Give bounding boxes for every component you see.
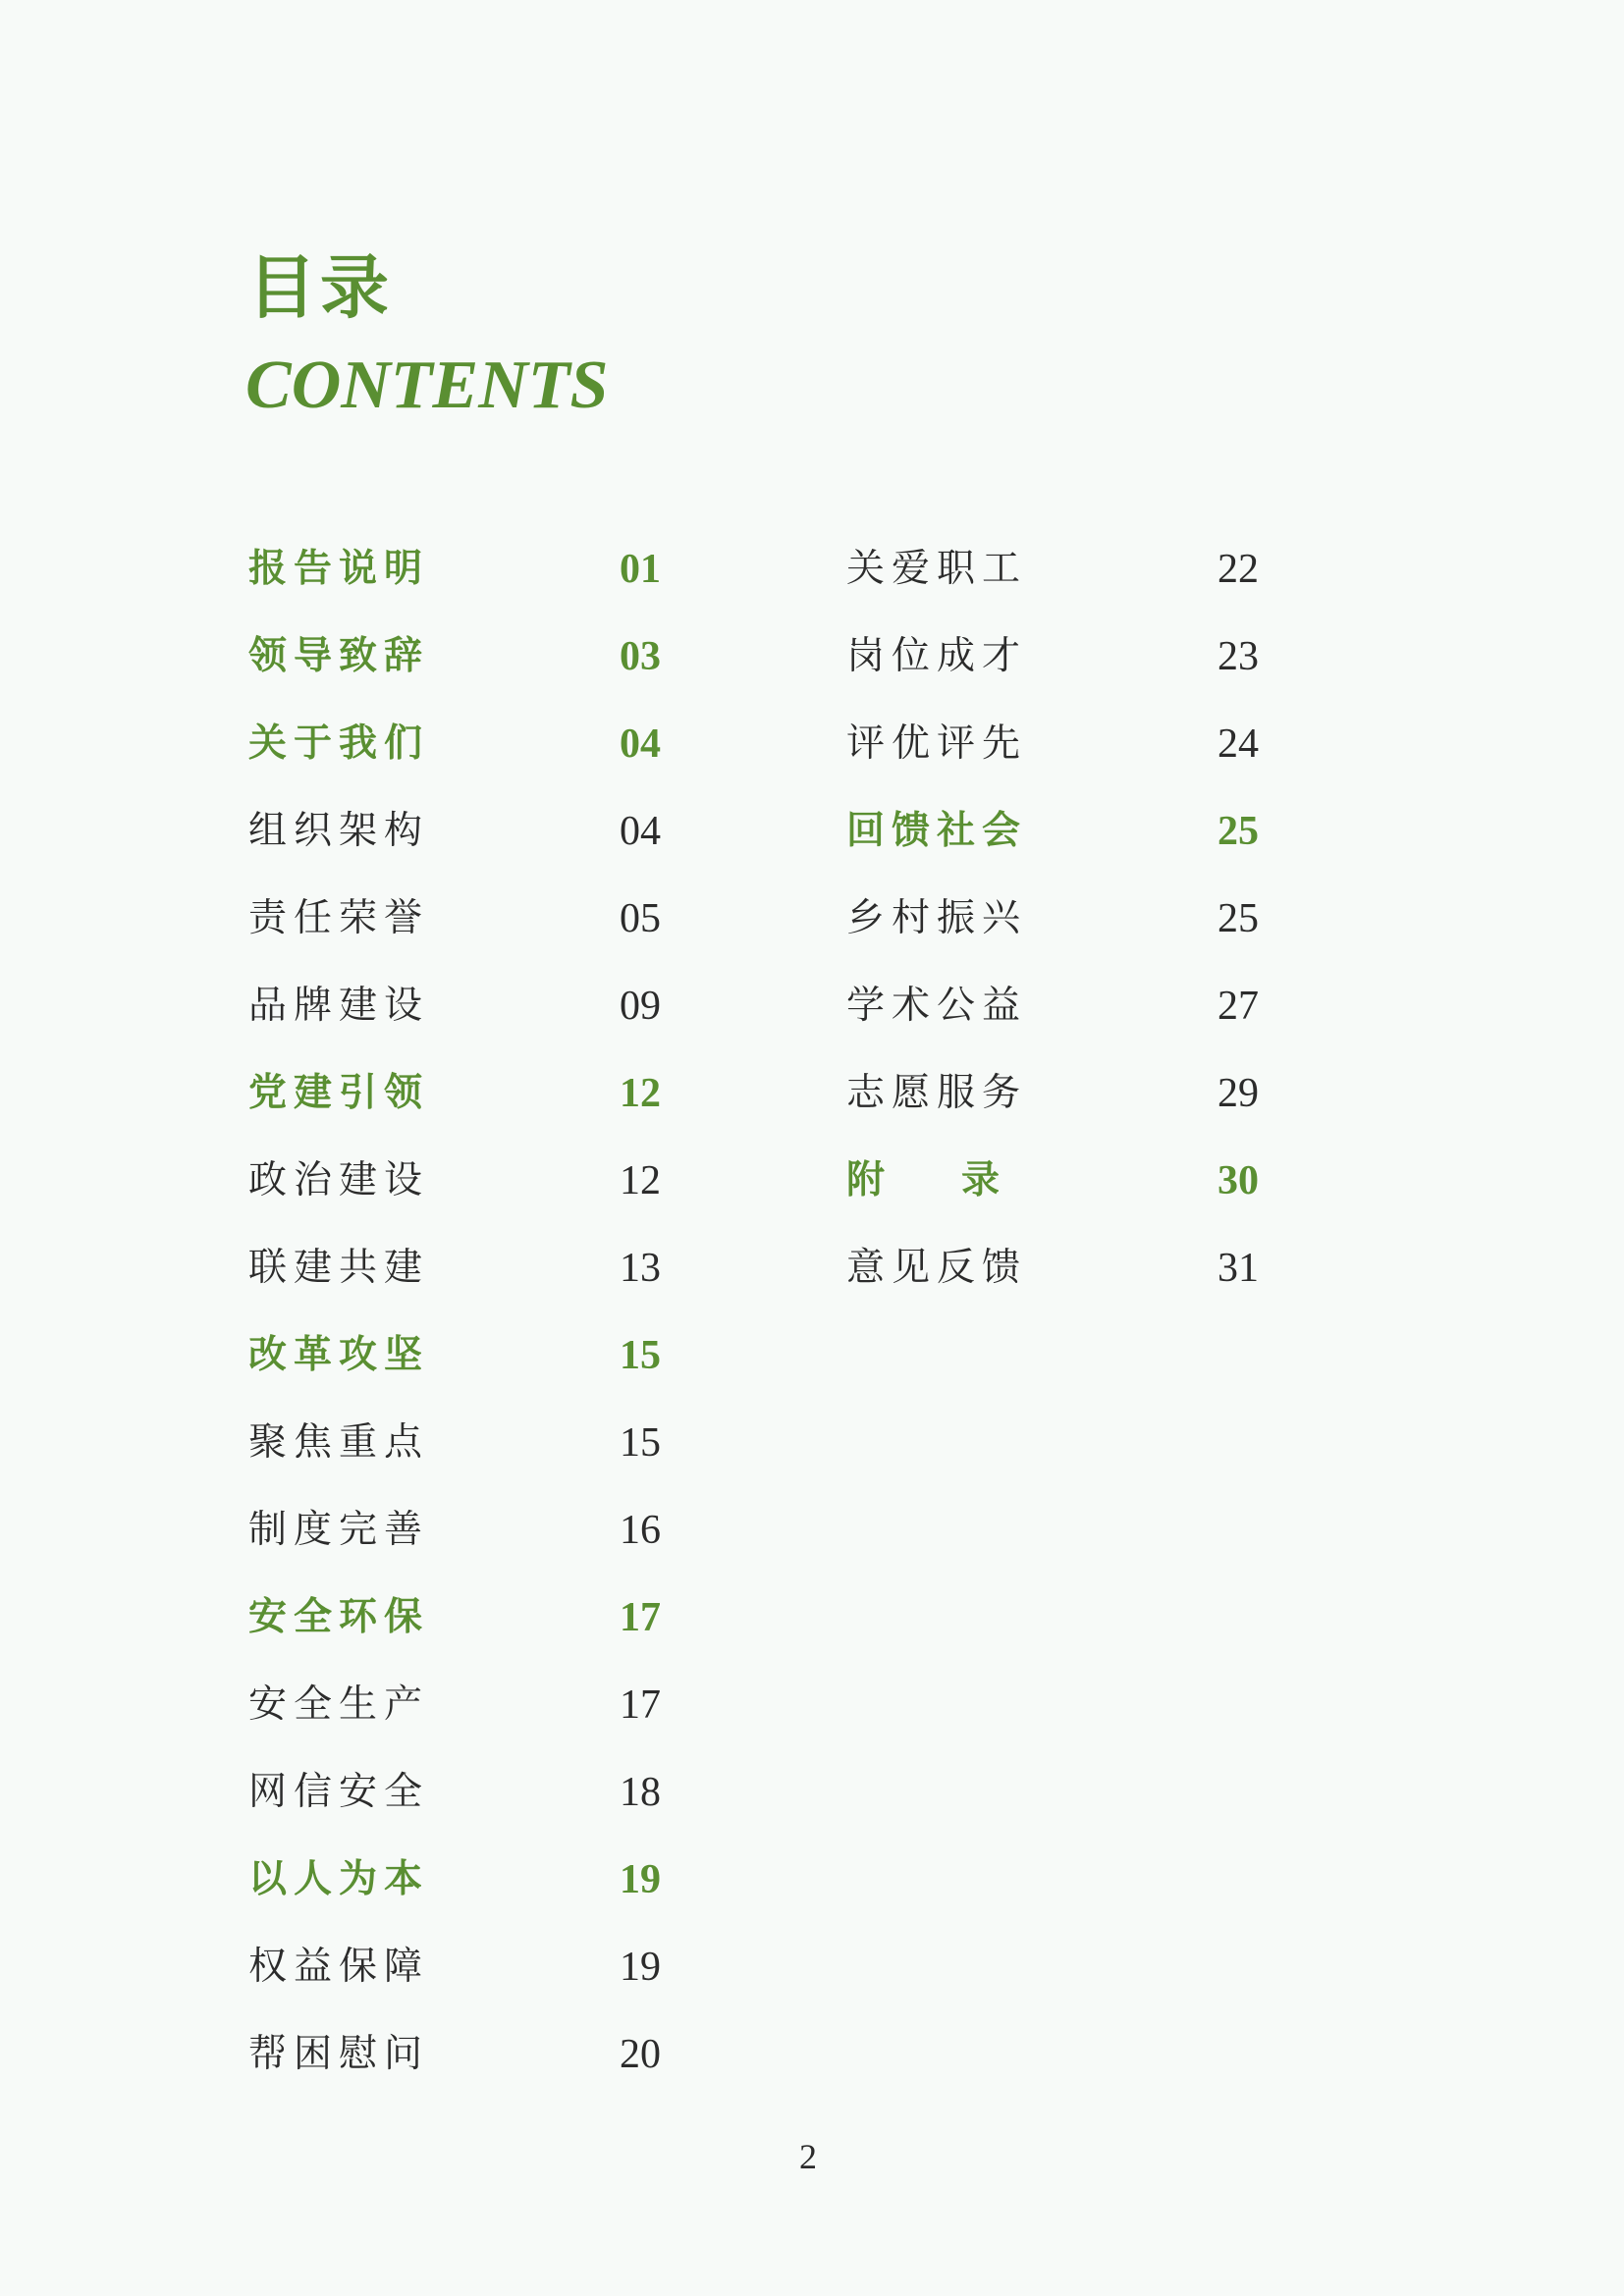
toc-entry-label: 网信安全	[248, 1770, 430, 1814]
toc-entry[interactable]	[846, 1224, 1259, 1311]
toc-entry-label: 安全生产	[248, 1682, 430, 1727]
toc-entry[interactable]	[248, 787, 661, 875]
toc-entry-label: 制度完善	[248, 1508, 430, 1552]
toc-entry-label: 联建共建	[248, 1246, 430, 1290]
toc-entry[interactable]	[248, 1661, 661, 1748]
toc-entry[interactable]	[248, 875, 661, 962]
toc-entry-page: 12	[620, 1070, 661, 1116]
toc-entry[interactable]	[248, 1923, 661, 2010]
toc-entry[interactable]	[846, 525, 1259, 613]
toc-entry[interactable]	[248, 1836, 661, 1923]
toc-entry-label: 关爱职工	[846, 547, 1028, 591]
toc-entry[interactable]	[248, 1748, 661, 1836]
toc-entry-page: 12	[620, 1157, 661, 1203]
toc-entry-page: 23	[1218, 633, 1259, 679]
toc-entry[interactable]	[248, 962, 661, 1049]
toc-entry-label: 岗位成才	[846, 634, 1028, 678]
toc-entry-page: 04	[620, 721, 661, 767]
toc-entry-label: 关于我们	[248, 721, 430, 766]
toc-entry-page: 19	[620, 1856, 661, 1902]
toc-entry-page: 05	[620, 895, 661, 941]
contents-title-english: CONTENTS	[245, 347, 609, 423]
toc-entry-label: 权益保障	[248, 1945, 430, 1989]
toc-entry[interactable]	[846, 962, 1259, 1049]
toc-entry[interactable]	[248, 2010, 661, 2098]
toc-entry-page: 22	[1218, 546, 1259, 592]
toc-entry-page: 17	[620, 1594, 661, 1640]
toc-entry-page: 30	[1218, 1157, 1259, 1203]
toc-entry[interactable]	[248, 613, 661, 700]
toc-entry[interactable]	[846, 1137, 1259, 1224]
toc-entry-page: 24	[1218, 721, 1259, 767]
toc-entry-page: 09	[620, 983, 661, 1029]
toc-entry-label: 帮困慰问	[248, 2032, 430, 2076]
toc-entry-page: 03	[620, 633, 661, 679]
toc-entry[interactable]	[846, 613, 1259, 700]
toc-entry-label: 安全环保	[248, 1595, 430, 1639]
toc-entry-page: 15	[620, 1419, 661, 1466]
toc-entry-page: 25	[1218, 895, 1259, 941]
toc-entry-page: 19	[620, 1944, 661, 1990]
toc-entry-label: 回馈社会	[846, 809, 1028, 853]
toc-entry-label: 聚焦重点	[248, 1420, 430, 1465]
toc-entry-label: 附 录	[846, 1158, 1001, 1202]
toc-entry[interactable]	[248, 1224, 661, 1311]
toc-entry-page: 18	[620, 1769, 661, 1815]
toc-entry-label: 评优评先	[846, 721, 1028, 766]
toc-entry[interactable]	[248, 700, 661, 787]
toc-entry[interactable]	[846, 700, 1259, 787]
toc-entry-label: 品牌建设	[248, 984, 430, 1028]
toc-entry-label: 责任荣誉	[248, 896, 430, 940]
toc-entry-page: 29	[1218, 1070, 1259, 1116]
toc-entry-label: 党建引领	[248, 1071, 430, 1115]
toc-entry[interactable]	[846, 787, 1259, 875]
toc-entry-label: 报告说明	[248, 547, 430, 591]
toc-entry-label: 领导致辞	[248, 634, 430, 678]
toc-entry-label: 组织架构	[248, 809, 430, 853]
toc-entry-label: 学术公益	[846, 984, 1028, 1028]
toc-entry-page: 04	[620, 808, 661, 854]
toc-entry[interactable]	[846, 875, 1259, 962]
contents-title-chinese: 目录	[247, 247, 393, 328]
toc-entry[interactable]	[248, 1311, 661, 1399]
toc-entry-page: 17	[620, 1682, 661, 1728]
toc-entry-label: 意见反馈	[846, 1246, 1028, 1290]
toc-left-column	[248, 525, 661, 2098]
toc-entry-page: 15	[620, 1332, 661, 1378]
toc-entry-page: 20	[620, 2031, 661, 2077]
toc-entry-label: 以人为本	[248, 1857, 430, 1901]
toc-entry[interactable]	[248, 1486, 661, 1574]
toc-entry-page: 13	[620, 1245, 661, 1291]
toc-entry[interactable]	[248, 525, 661, 613]
toc-entry-page: 25	[1218, 808, 1259, 854]
toc-right-column	[846, 525, 1259, 1311]
page-number: 2	[799, 2137, 817, 2176]
toc-entry-page: 27	[1218, 983, 1259, 1029]
toc-entry[interactable]	[248, 1137, 661, 1224]
toc-entry-page: 31	[1218, 1245, 1259, 1291]
toc-entry-label: 政治建设	[248, 1158, 430, 1202]
toc-entry-page: 01	[620, 546, 661, 592]
toc-entry[interactable]	[248, 1574, 661, 1661]
toc-entry-label: 乡村振兴	[846, 896, 1028, 940]
toc-entry[interactable]	[248, 1049, 661, 1137]
toc-entry-page: 16	[620, 1507, 661, 1553]
toc-entry-label: 志愿服务	[846, 1071, 1028, 1115]
toc-entry-label: 改革攻坚	[248, 1333, 430, 1377]
toc-entry[interactable]	[248, 1399, 661, 1486]
toc-entry[interactable]	[846, 1049, 1259, 1137]
